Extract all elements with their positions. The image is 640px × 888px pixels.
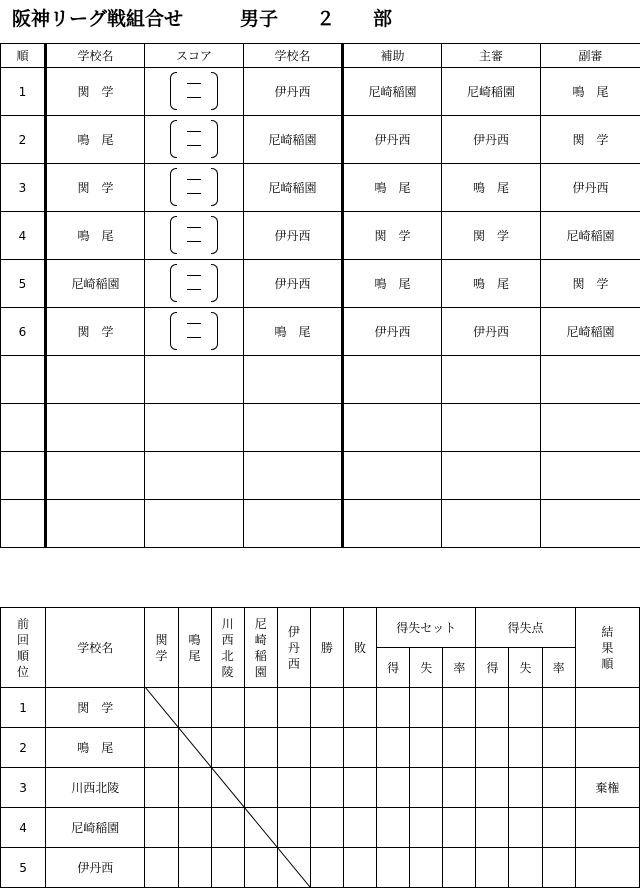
empty-cell (541, 356, 640, 404)
school-name: 川西北陵 (46, 768, 145, 808)
match-row (1, 116, 640, 164)
match-referee: 関 学 (442, 212, 541, 260)
empty-cell (1, 452, 46, 500)
empty-cell (442, 500, 541, 548)
header-point-ratio: 率 (542, 648, 575, 688)
empty-cell (244, 768, 277, 808)
header-wins: 勝 (310, 608, 343, 688)
result-cell: 棄権 (575, 768, 639, 808)
match-no: 5 (1, 260, 46, 308)
empty-cell (542, 808, 575, 848)
empty-cell (442, 452, 541, 500)
empty-cell (46, 500, 145, 548)
previous-rank: 3 (1, 768, 46, 808)
match-assistant: 鳴 尾 (541, 68, 640, 116)
empty-cell (244, 500, 343, 548)
empty-cell (343, 500, 442, 548)
empty-cell (145, 848, 178, 888)
empty-cell (178, 728, 211, 768)
empty-cell (410, 728, 443, 768)
empty-cell (343, 728, 376, 768)
page-title: 阪神リーグ戦組合せ 男子 ２ 部 (12, 8, 393, 30)
empty-cell (343, 768, 376, 808)
empty-cell (442, 404, 541, 452)
header-point-lost: 失 (509, 648, 542, 688)
empty-cell (178, 688, 211, 728)
empty-cell (541, 452, 640, 500)
header-school-b: 学校名 (244, 44, 343, 68)
empty-cell (211, 728, 244, 768)
result-cell (575, 728, 639, 768)
empty-cell (145, 404, 244, 452)
previous-rank: 4 (1, 808, 46, 848)
standings-table (0, 607, 640, 888)
header-aux: 補助 (343, 44, 442, 68)
match-aux: 関 学 (343, 212, 442, 260)
standings-row (1, 688, 640, 728)
empty-cell (244, 848, 277, 888)
previous-rank: 5 (1, 848, 46, 888)
score-bracket (164, 118, 224, 158)
score-bracket (164, 70, 224, 110)
empty-cell (277, 808, 310, 848)
empty-cell (542, 688, 575, 728)
empty-cell (377, 808, 410, 848)
empty-cell (46, 404, 145, 452)
header-order: 順 (1, 44, 46, 68)
match-row (1, 164, 640, 212)
header-assistant: 副審 (541, 44, 640, 68)
empty-cell (310, 688, 343, 728)
empty-cell (542, 768, 575, 808)
match-row (1, 212, 640, 260)
header-school: 学校名 (46, 608, 145, 688)
empty-cell (343, 404, 442, 452)
header-set-diff: 得失セット (377, 608, 476, 648)
empty-cell (410, 848, 443, 888)
empty-cell (377, 728, 410, 768)
match-no: 2 (1, 116, 46, 164)
header-point-gain: 得 (476, 648, 509, 688)
empty-cell (443, 808, 476, 848)
header-set-ratio: 率 (443, 648, 476, 688)
match-away: 伊丹西 (244, 212, 343, 260)
match-home: 関 学 (46, 308, 145, 356)
empty-cell (310, 848, 343, 888)
empty-cell (145, 728, 178, 768)
match-home: 尼崎稲園 (46, 260, 145, 308)
match-referee: 尼崎稲園 (442, 68, 541, 116)
match-home: 関 学 (46, 164, 145, 212)
score-bracket (164, 310, 224, 350)
empty-cell (410, 688, 443, 728)
empty-cell (343, 356, 442, 404)
header-result: 結 果 順 (575, 608, 639, 688)
empty-cell (277, 768, 310, 808)
header-set-lost: 失 (410, 648, 443, 688)
empty-cell (476, 848, 509, 888)
empty-cell (343, 688, 376, 728)
empty-cell (46, 356, 145, 404)
empty-cell (310, 808, 343, 848)
result-cell (575, 808, 639, 848)
empty-cell (145, 768, 178, 808)
score-cell (145, 116, 244, 164)
match-assistant: 関 学 (541, 260, 640, 308)
empty-cell (442, 356, 541, 404)
score-cell (145, 164, 244, 212)
empty-cell (509, 688, 542, 728)
match-aux: 尼崎稲園 (343, 68, 442, 116)
empty-cell (1, 356, 46, 404)
match-referee: 鳴 尾 (442, 260, 541, 308)
result-cell (575, 688, 639, 728)
empty-cell (377, 768, 410, 808)
empty-cell (277, 848, 310, 888)
match-no: 6 (1, 308, 46, 356)
previous-rank: 2 (1, 728, 46, 768)
empty-cell (377, 688, 410, 728)
score-cell (145, 308, 244, 356)
empty-cell (443, 728, 476, 768)
empty-cell (244, 452, 343, 500)
score-cell (145, 260, 244, 308)
school-name: 鳴 尾 (46, 728, 145, 768)
standings-row (1, 728, 640, 768)
match-home: 鳴 尾 (46, 116, 145, 164)
standings-row (1, 808, 640, 848)
empty-cell (145, 356, 244, 404)
match-row (1, 404, 640, 452)
match-row (1, 452, 640, 500)
empty-cell (211, 848, 244, 888)
match-assistant: 尼崎稲園 (541, 212, 640, 260)
match-aux: 伊丹西 (343, 116, 442, 164)
score-bracket (164, 166, 224, 206)
empty-cell (178, 848, 211, 888)
empty-cell (476, 808, 509, 848)
match-aux: 鳴 尾 (343, 260, 442, 308)
match-aux: 伊丹西 (343, 308, 442, 356)
empty-cell (310, 728, 343, 768)
match-away: 尼崎稲園 (244, 164, 343, 212)
match-row (1, 356, 640, 404)
match-assistant: 尼崎稲園 (541, 308, 640, 356)
result-cell (575, 848, 639, 888)
empty-cell (277, 728, 310, 768)
standings-row (1, 768, 640, 808)
empty-cell (509, 848, 542, 888)
header-previous-rank: 前 回 順 位 (1, 608, 46, 688)
score-cell (145, 212, 244, 260)
empty-cell (343, 808, 376, 848)
school-name: 伊丹西 (46, 848, 145, 888)
score-bracket (164, 262, 224, 302)
standings-row (1, 848, 640, 888)
empty-cell (244, 404, 343, 452)
match-no: 4 (1, 212, 46, 260)
match-row (1, 68, 640, 116)
empty-cell (541, 404, 640, 452)
empty-cell (211, 688, 244, 728)
empty-cell (46, 452, 145, 500)
empty-cell (310, 768, 343, 808)
empty-cell (244, 808, 277, 848)
empty-cell (541, 500, 640, 548)
match-row (1, 500, 640, 548)
empty-cell (178, 768, 211, 808)
match-row (1, 308, 640, 356)
school-name: 尼崎稲園 (46, 808, 145, 848)
empty-cell (145, 808, 178, 848)
match-referee: 伊丹西 (442, 116, 541, 164)
match-away: 鳴 尾 (244, 308, 343, 356)
empty-cell (244, 356, 343, 404)
header-losses: 敗 (343, 608, 376, 688)
header-set-gain: 得 (377, 648, 410, 688)
empty-cell (410, 768, 443, 808)
match-assistant: 関 学 (541, 116, 640, 164)
empty-cell (476, 768, 509, 808)
empty-cell (277, 688, 310, 728)
empty-cell (509, 808, 542, 848)
empty-cell (1, 500, 46, 548)
header-opponent-4: 尼 崎 稲 園 (244, 608, 277, 688)
empty-cell (211, 768, 244, 808)
empty-cell (343, 452, 442, 500)
header-opponent-1: 関 学 (145, 608, 178, 688)
match-home: 関 学 (46, 68, 145, 116)
empty-cell (1, 404, 46, 452)
match-referee: 伊丹西 (442, 308, 541, 356)
empty-cell (145, 500, 244, 548)
match-away: 尼崎稲園 (244, 116, 343, 164)
empty-cell (476, 688, 509, 728)
empty-cell (377, 848, 410, 888)
school-name: 関 学 (46, 688, 145, 728)
header-school-a: 学校名 (46, 44, 145, 68)
score-cell (145, 68, 244, 116)
match-schedule-table (0, 43, 640, 548)
empty-cell (509, 768, 542, 808)
score-bracket (164, 214, 224, 254)
empty-cell (410, 808, 443, 848)
empty-cell (244, 688, 277, 728)
match-away: 伊丹西 (244, 68, 343, 116)
empty-cell (178, 808, 211, 848)
empty-cell (509, 728, 542, 768)
empty-cell (443, 848, 476, 888)
empty-cell (211, 808, 244, 848)
empty-cell (443, 688, 476, 728)
match-no: 3 (1, 164, 46, 212)
match-assistant: 伊丹西 (541, 164, 640, 212)
match-away: 伊丹西 (244, 260, 343, 308)
match-referee: 鳴 尾 (442, 164, 541, 212)
header-referee: 主審 (442, 44, 541, 68)
empty-cell (476, 728, 509, 768)
header-opponent-5: 伊 丹 西 (277, 608, 310, 688)
previous-rank: 1 (1, 688, 46, 728)
empty-cell (343, 848, 376, 888)
empty-cell (542, 728, 575, 768)
match-row (1, 260, 640, 308)
match-no: 1 (1, 68, 46, 116)
empty-cell (145, 452, 244, 500)
empty-cell (244, 728, 277, 768)
header-point-diff: 得失点 (476, 608, 575, 648)
match-home: 鳴 尾 (46, 212, 145, 260)
match-aux: 鳴 尾 (343, 164, 442, 212)
empty-cell (443, 768, 476, 808)
header-opponent-2: 鳴 尾 (178, 608, 211, 688)
header-score: スコア (145, 44, 244, 68)
header-opponent-3: 川 西 北 陵 (211, 608, 244, 688)
empty-cell (542, 848, 575, 888)
empty-cell (145, 688, 178, 728)
match-header-row (1, 44, 640, 68)
